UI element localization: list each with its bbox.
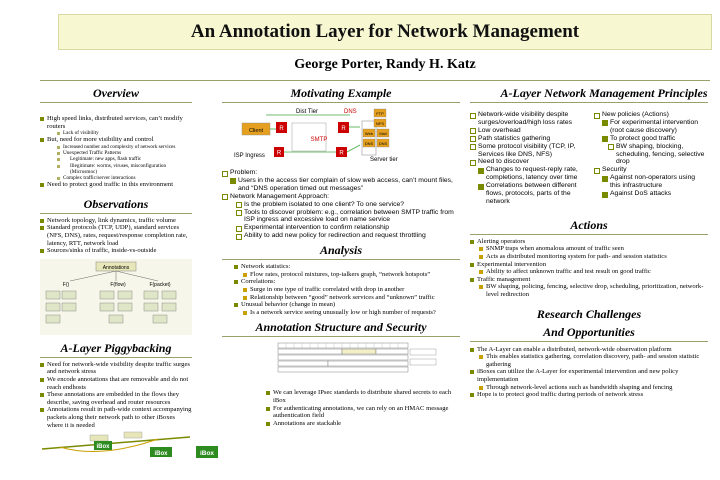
list-item: Security bbox=[594, 166, 706, 174]
research-subtitle: And Opportunities bbox=[543, 324, 635, 339]
server-tier-label: Server tier bbox=[370, 157, 398, 163]
isp-ingress-label: ISP Ingress bbox=[234, 153, 265, 159]
list-item: Complex traffic/server interactions bbox=[40, 175, 192, 181]
list-item: Network Management Approach: bbox=[222, 193, 460, 201]
overview-list bbox=[40, 115, 192, 189]
list-item: New policies (Actions) bbox=[594, 111, 706, 119]
list-item: BW shaping, blocking, scheduling, fencing, selective drop bbox=[594, 143, 706, 167]
list-item: Users in the access tier complain of slow web access, can’t mount files, and “DNS operation timed out messages” bbox=[222, 177, 460, 193]
list-item: Problem: bbox=[222, 169, 460, 177]
server-label: DNS bbox=[364, 141, 374, 146]
server-label: NFS bbox=[376, 121, 384, 126]
piggybacking-title: A-Layer Piggybacking bbox=[60, 340, 172, 355]
server-label: Web bbox=[364, 131, 374, 136]
annotation-header-diagram bbox=[222, 339, 460, 387]
list-item: Unexpected Traffic Patterns bbox=[40, 150, 192, 156]
structure-title: Annotation Structure and Security bbox=[255, 320, 427, 335]
list-item: iBoxes can utilize the A-Layer for experimental intervention and new policy implementation bbox=[470, 368, 708, 383]
server-label: Mail bbox=[379, 131, 387, 136]
list-item: Surge in one type of traffic correlated with drop in another bbox=[234, 286, 460, 294]
dist-tier-label: Dist Tier bbox=[296, 109, 319, 115]
list-item: Traffic management bbox=[470, 276, 708, 284]
analysis-list bbox=[222, 263, 460, 316]
structure-list bbox=[222, 389, 460, 427]
column-right bbox=[470, 86, 708, 399]
list-item: We encode annotations that are removable and do not reach endhosts bbox=[40, 376, 192, 391]
tree-leaf-label: F() bbox=[62, 281, 70, 288]
list-item: Is the problem isolated to one client? To one service? bbox=[222, 201, 460, 209]
list-item: Correlations: bbox=[234, 278, 460, 286]
research-list bbox=[470, 346, 708, 399]
client-label: Client bbox=[248, 128, 264, 134]
list-item: Against DoS attacks bbox=[594, 190, 706, 198]
list-item: Increased number and complexity of network services bbox=[40, 144, 192, 150]
server-label: DNS bbox=[378, 141, 388, 146]
research-title: Research Challenges bbox=[536, 306, 642, 321]
list-item: Against non-operators using this infrastructure bbox=[594, 174, 706, 190]
list-item: Standard protocols (TCP, UDP), standard services (NFS, DNS), rates, request/response completion rate, latency, RTT, network load bbox=[40, 224, 192, 247]
principles-list-right bbox=[594, 111, 706, 206]
list-item: To protect good traffic bbox=[594, 135, 706, 143]
annotations-tree-diagram bbox=[40, 259, 192, 335]
list-item: Illegitimate: worms, viruses, misconfiguration (Microsmoc) bbox=[40, 163, 192, 175]
piggybacking-list bbox=[40, 361, 192, 429]
principles-columns bbox=[470, 111, 708, 206]
poster-title: An Annotation Layer for Network Management bbox=[58, 14, 712, 50]
analysis-title: Analysis bbox=[319, 243, 362, 258]
list-item: Need to protect good traffic in this environment bbox=[40, 181, 192, 189]
list-item: For experimental intervention (root cause discovery) bbox=[594, 119, 706, 135]
list-item: Experimental intervention to confirm relationship bbox=[222, 224, 460, 232]
tree-root-label: Annotations bbox=[102, 264, 130, 271]
network-topology-diagram bbox=[222, 105, 460, 163]
list-item: Sources/sinks of traffic, inside-vs-outside bbox=[40, 247, 192, 255]
list-item: For authenticating annotations, we can rely on an HMAC message authentication field bbox=[266, 405, 460, 420]
actions-list bbox=[470, 238, 708, 299]
list-item: Through network-level actions such as bandwidth shaping and fencing bbox=[470, 384, 708, 392]
list-item: Unusual behavior (change in mean) bbox=[234, 301, 460, 309]
list-item: Acts as distributed monitoring system for path- and session statistics bbox=[470, 253, 708, 261]
list-item: Network-wide visibility despite surges/overload/high loss rates bbox=[470, 111, 588, 127]
list-item: Changes to request-reply rate, completions, latency over time bbox=[470, 166, 588, 182]
list-item: SNMP traps when anomalous amount of traffic seen bbox=[470, 245, 708, 253]
list-item: Hope is to protect good traffic during periods of network stress bbox=[470, 391, 708, 399]
list-item: Is a network service seeing unusually low or high number of requests? bbox=[234, 309, 460, 317]
list-item: Ability to add new policy for redirection and request throttling bbox=[222, 232, 460, 240]
column-middle bbox=[222, 86, 460, 427]
list-item: Annotations result in path-wide context accompanying packets along their network path to other iBoxes where it is needed bbox=[40, 406, 192, 429]
list-item: Low overhead bbox=[470, 127, 588, 135]
ibox-right bbox=[196, 446, 218, 458]
motivating-title: Motivating Example bbox=[290, 86, 392, 100]
list-item: This enables statistics gathering, correlation discovery, path- and session statistic gathering bbox=[470, 353, 708, 368]
list-item: But, need for more visibility and control bbox=[40, 136, 192, 144]
list-item: Need to discover bbox=[470, 158, 588, 166]
ibox-label: iBox bbox=[154, 451, 168, 458]
column-left bbox=[40, 86, 192, 459]
list-item: These annotations are embedded in the flows they describe, saving overhead and router resources bbox=[40, 391, 192, 406]
header-divider bbox=[40, 80, 710, 81]
router-label: R bbox=[339, 150, 344, 157]
list-item: Path statistics gathering bbox=[470, 135, 588, 143]
ibox-label: iBox bbox=[199, 450, 215, 457]
list-item: Ability to affect unknown traffic and test result on good traffic bbox=[470, 268, 708, 276]
list-item: Flow rates, protocol mixtures, top-talkers graph, “network hotspots” bbox=[234, 271, 460, 279]
server-label: FTP bbox=[376, 111, 384, 116]
list-item: Need for network-wide visibility despite traffic surges and network stress bbox=[40, 361, 192, 376]
principles-title: A-Layer Network Management Principles bbox=[500, 86, 708, 100]
list-item: Relationship between “good” network services and “unknown” traffic bbox=[234, 294, 460, 302]
list-item: Network topology, link dynamics, traffic volume bbox=[40, 217, 192, 225]
motivating-list bbox=[222, 169, 460, 240]
list-item: Experimental intervention bbox=[470, 261, 708, 269]
list-item: The A-Layer can enable a distributed, network-wide observation platform bbox=[470, 346, 708, 354]
principles-list-left bbox=[470, 111, 588, 206]
router-label: R bbox=[341, 126, 346, 132]
list-item: Annotations are stackable bbox=[266, 420, 460, 428]
list-item: Some protocol visibility (TCP, IP, Services like DNS, NFS) bbox=[470, 143, 588, 159]
poster-authors: George Porter, Randy H. Katz bbox=[294, 57, 476, 72]
actions-title: Actions bbox=[570, 217, 608, 232]
tree-leaf-label: F(packet) bbox=[149, 281, 171, 288]
observations-list bbox=[40, 217, 192, 255]
list-item: Tools to discover problem: e.g., correlation between SMTP traffic from ISP ingress and excessive load on name service bbox=[222, 209, 460, 225]
router-label: R bbox=[276, 150, 282, 157]
list-item: Correlations between different flows, protocols, parts of the network bbox=[470, 182, 588, 206]
list-item: We can leverage IPsec standards to distribute shared secrets to each iBox bbox=[266, 389, 460, 404]
list-item: High speed links, distributed services, can’t modify routers bbox=[40, 115, 192, 130]
list-item: BW shaping, policing, fencing, selective drop, scheduling, prioritization, network-level redirection bbox=[470, 283, 708, 298]
ibox-path-diagram bbox=[40, 429, 192, 459]
observations-title: Observations bbox=[83, 196, 149, 211]
list-item: Lack of visibility bbox=[40, 130, 192, 136]
smtp-label: SMTP bbox=[310, 137, 328, 143]
list-item: Network statistics: bbox=[234, 263, 460, 271]
tree-leaf-label: F(flow) bbox=[110, 281, 126, 288]
dns-label: DNS bbox=[344, 109, 357, 115]
overview-title: Overview bbox=[93, 86, 139, 100]
router-label: R bbox=[279, 126, 284, 132]
ibox-label: iBox bbox=[96, 444, 110, 451]
list-item: Legitimate: new apps, flash traffic bbox=[40, 156, 192, 162]
list-item: Alerting operators bbox=[470, 238, 708, 246]
